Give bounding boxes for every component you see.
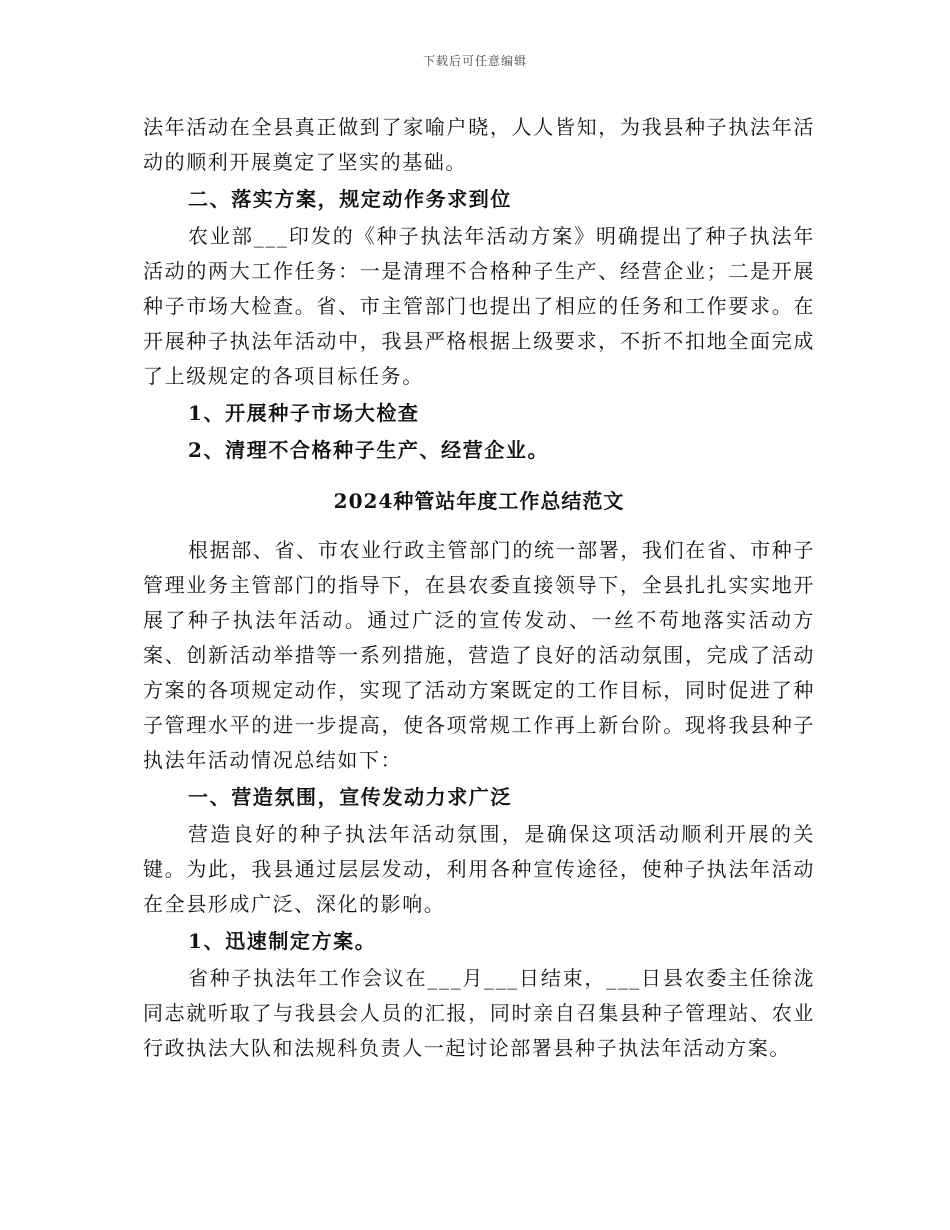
section-heading-2: 二、落实方案，规定动作务求到位 — [188, 187, 512, 211]
subheading-plan: 1、迅速制定方案。 — [188, 929, 377, 953]
document-body — [143, 110, 815, 1066]
paragraph-atmosphere: 营造良好的种子执法年活动氛围，是确保这项活动顺利开展的关键。为此，我县通过层层发动，利用各种宣传途径，使种子执法年活动在全县形成广泛、深化的影响。 — [143, 822, 815, 916]
paragraph-meeting: 省种子执法年工作会议在___月___日结束，___日县农委主任徐泷同志就听取了与我县会人员的汇报，同时亲自召集县种子管理站、农业行政执法大队和法规科负责人一起讨论部署县种子执法年活动方案。 — [143, 966, 815, 1060]
download-note: 下载后可任意编辑 — [422, 54, 527, 68]
paragraph-intro: 根据部、省、市农业行政主管部门的统一部署，我们在省、市种子管理业务主管部门的指导下，在县农委直接领导下，全县扎扎实实地开展了种子执法年活动。通过广泛的宣传发动、一丝不苟地落实活动方案、创新活动举措等一系列措施，营造了良好的活动氛围，完成了活动方案的各项规定动作，实现了活动方案既定的工作目标，同时促进了种子管理水平的进一步提高，使各项常规工作再上新台阶。现将我县种子执法年活动情况总结如下： — [143, 538, 815, 772]
section-heading-1: 一、营造氛围，宣传发动力求广泛 — [188, 785, 512, 809]
task-item-1: 1、开展种子市场大检查 — [188, 401, 420, 425]
paragraph-plan: 农业部___印发的《种子执法年活动方案》明确提出了种子执法年活动的两大工作任务：一是清理不合格种子生产、经营企业；二是开展种子市场大检查。省、市主管部门也提出了相应的任务和工作要求。在开展种子执法年活动中，我县严格根据上级要求，不折不扣地全面完成了上级规定的各项目标任务。 — [143, 224, 815, 388]
document-title: 2024种管站年度工作总结范文 — [333, 489, 625, 513]
task-item-2: 2、清理不合格种子生产、经营企业。 — [188, 438, 550, 462]
paragraph-continuation: 法年活动在全县真正做到了家喻户晓，人人皆知，为我县种子执法年活动的顺利开展奠定了坚实的基础。 — [143, 115, 815, 174]
